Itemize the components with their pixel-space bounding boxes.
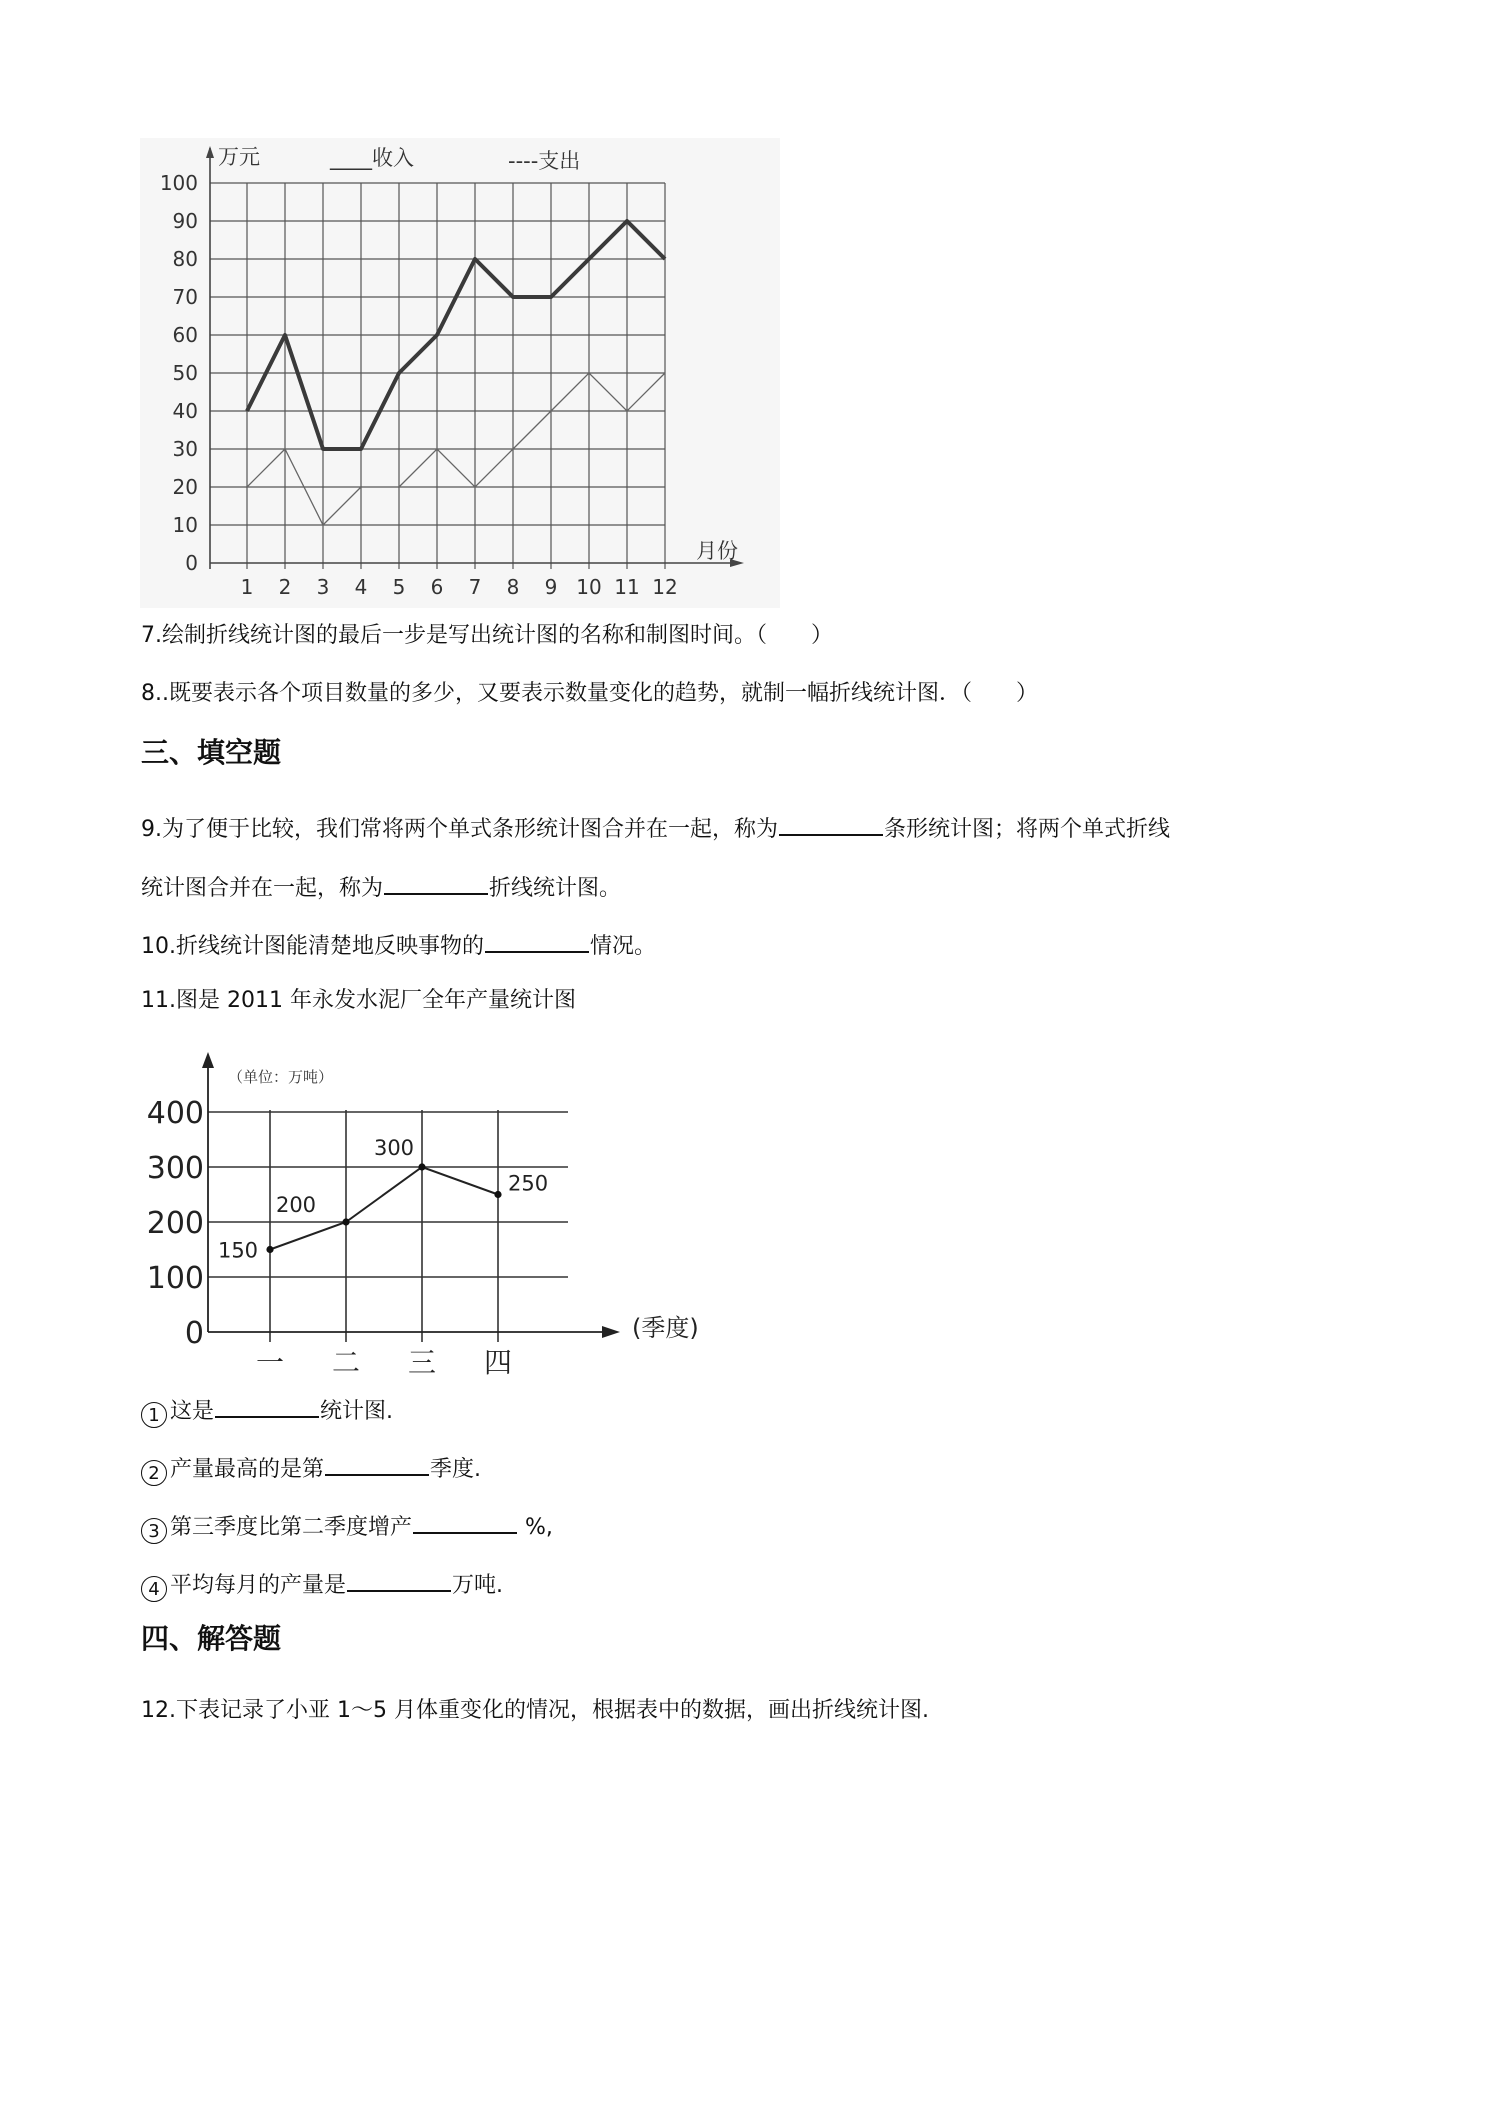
cement-production-line-chart [140,1040,720,1380]
section-heading-answer: 四、解答题 [141,1622,282,1655]
sub-question-1 [141,1392,393,1428]
data-label: 300 [373,1136,415,1160]
sub-question-2 [141,1450,481,1486]
circled-number: 2 [141,1460,167,1486]
question-10 [141,927,656,962]
data-label: 150 [217,1238,259,1263]
sub-q1-text-a: 这是 [170,1399,215,1424]
y-tick-label: 100 [159,171,198,195]
y-tick-label: 70 [172,285,198,309]
y-tick-label: 80 [172,247,198,271]
question-9-line2 [141,869,621,904]
x-tick-label: 1 [240,575,254,599]
circled-number: 1 [141,1402,167,1428]
q9-text-b: 条形统计图；将两个单式折线 [884,817,1171,842]
y-tick-label: 90 [172,209,198,233]
question-12: 12.下表记录了小亚 1～5 月体重变化的情况，根据表中的数据，画出折线统计图. [141,1698,929,1723]
y-tick-label: 200 [146,1206,204,1241]
data-point [266,1246,273,1253]
sub-q4-text-b: 万吨. [452,1573,504,1598]
y-tick-label: 300 [146,1151,204,1186]
chart2-axes [202,1052,620,1338]
sub-q2-text-b: 季度. [430,1457,482,1482]
chart2-x-axis-label: (季度) [632,1314,699,1342]
question-8: 8..既要表示各个项目数量的多少，又要表示数量变化的趋势，就制一幅折线统计图．（ ） [141,681,1038,706]
x-axis-arrow [602,1326,620,1338]
data-label: 200 [275,1193,317,1217]
x-tick-label: 12 [652,575,678,599]
x-tick-label: 9 [544,575,558,599]
answer-blank[interactable] [485,927,589,953]
x-tick-label: 5 [392,575,406,599]
x-tick-label: 二 [331,1346,361,1379]
sub-q3-text-a: 第三季度比第二季度增产 [170,1515,413,1540]
sub-q4-text-a: 平均每月的产量是 [170,1573,347,1598]
answer-blank[interactable] [325,1450,429,1476]
chart1-y-axis-label: 万元 [218,145,260,169]
sub-question-3 [141,1508,553,1544]
data-point [418,1163,425,1170]
y-tick-label: 0 [184,1316,204,1351]
question-11: 11.图是 2011 年永发水泥厂全年产量统计图 [141,988,576,1013]
q9-text-a: 9.为了便于比较，我们常将两个单式条形统计图合并在一起，称为 [141,817,778,842]
q10-text-a: 10.折线统计图能清楚地反映事物的 [141,934,484,959]
x-tick-label: 6 [430,575,444,599]
answer-blank[interactable] [779,810,883,836]
x-tick-label: 7 [468,575,482,599]
y-axis-arrow [202,1052,214,1068]
sub-question-4 [141,1566,503,1602]
sub-q1-text-b: 统计图. [320,1399,394,1424]
y-tick-label: 40 [172,399,198,423]
y-tick-label: 20 [172,475,198,499]
sub-q3-text-b: %, [518,1515,553,1540]
section-heading-fill-in: 三、填空题 [141,736,282,769]
x-tick-label: 四 [483,1346,513,1379]
y-tick-label: 60 [172,323,198,347]
data-label: 250 [508,1171,549,1196]
answer-blank[interactable] [384,869,488,895]
circled-number: 3 [141,1518,167,1544]
y-tick-label: 0 [185,551,198,575]
chart1-x-axis-label: 月份 [696,539,738,563]
chart2-unit-label: （单位：万吨） [228,1068,334,1086]
x-tick-label: 11 [614,575,640,599]
question-7: 7.绘制折线统计图的最后一步是写出统计图的名称和制图时间。（ ） [141,623,833,648]
x-tick-label: 2 [278,575,292,599]
y-tick-label: 30 [172,437,198,461]
y-tick-label: 400 [146,1096,204,1131]
income-expense-line-chart [140,138,780,608]
x-tick-label: 一 [255,1346,285,1379]
q9-text-d: 折线统计图。 [489,876,622,901]
chart1-legend-income: ____收入 [330,146,414,170]
chart2-tick-labels [147,1096,512,1379]
y-tick-label: 10 [172,513,198,537]
answer-blank[interactable] [413,1508,517,1534]
chart1-legend-expense: ----支出 [508,149,581,173]
question-9-line1 [141,810,1170,845]
data-point [494,1191,501,1198]
x-tick-label: 4 [354,575,368,599]
x-tick-label: 8 [506,575,520,599]
x-tick-label: 10 [576,575,602,599]
y-tick-label: 50 [172,361,198,385]
data-point [342,1218,349,1225]
circled-number: 4 [141,1576,167,1602]
answer-blank[interactable] [347,1566,451,1592]
q10-text-b: 情况。 [590,934,657,959]
x-tick-label: 三 [407,1346,437,1379]
y-tick-label: 100 [146,1261,204,1296]
sub-q2-text-a: 产量最高的是第 [170,1457,325,1482]
q9-text-c: 统计图合并在一起，称为 [141,876,384,901]
x-tick-label: 3 [316,575,330,599]
answer-blank[interactable] [215,1392,319,1418]
